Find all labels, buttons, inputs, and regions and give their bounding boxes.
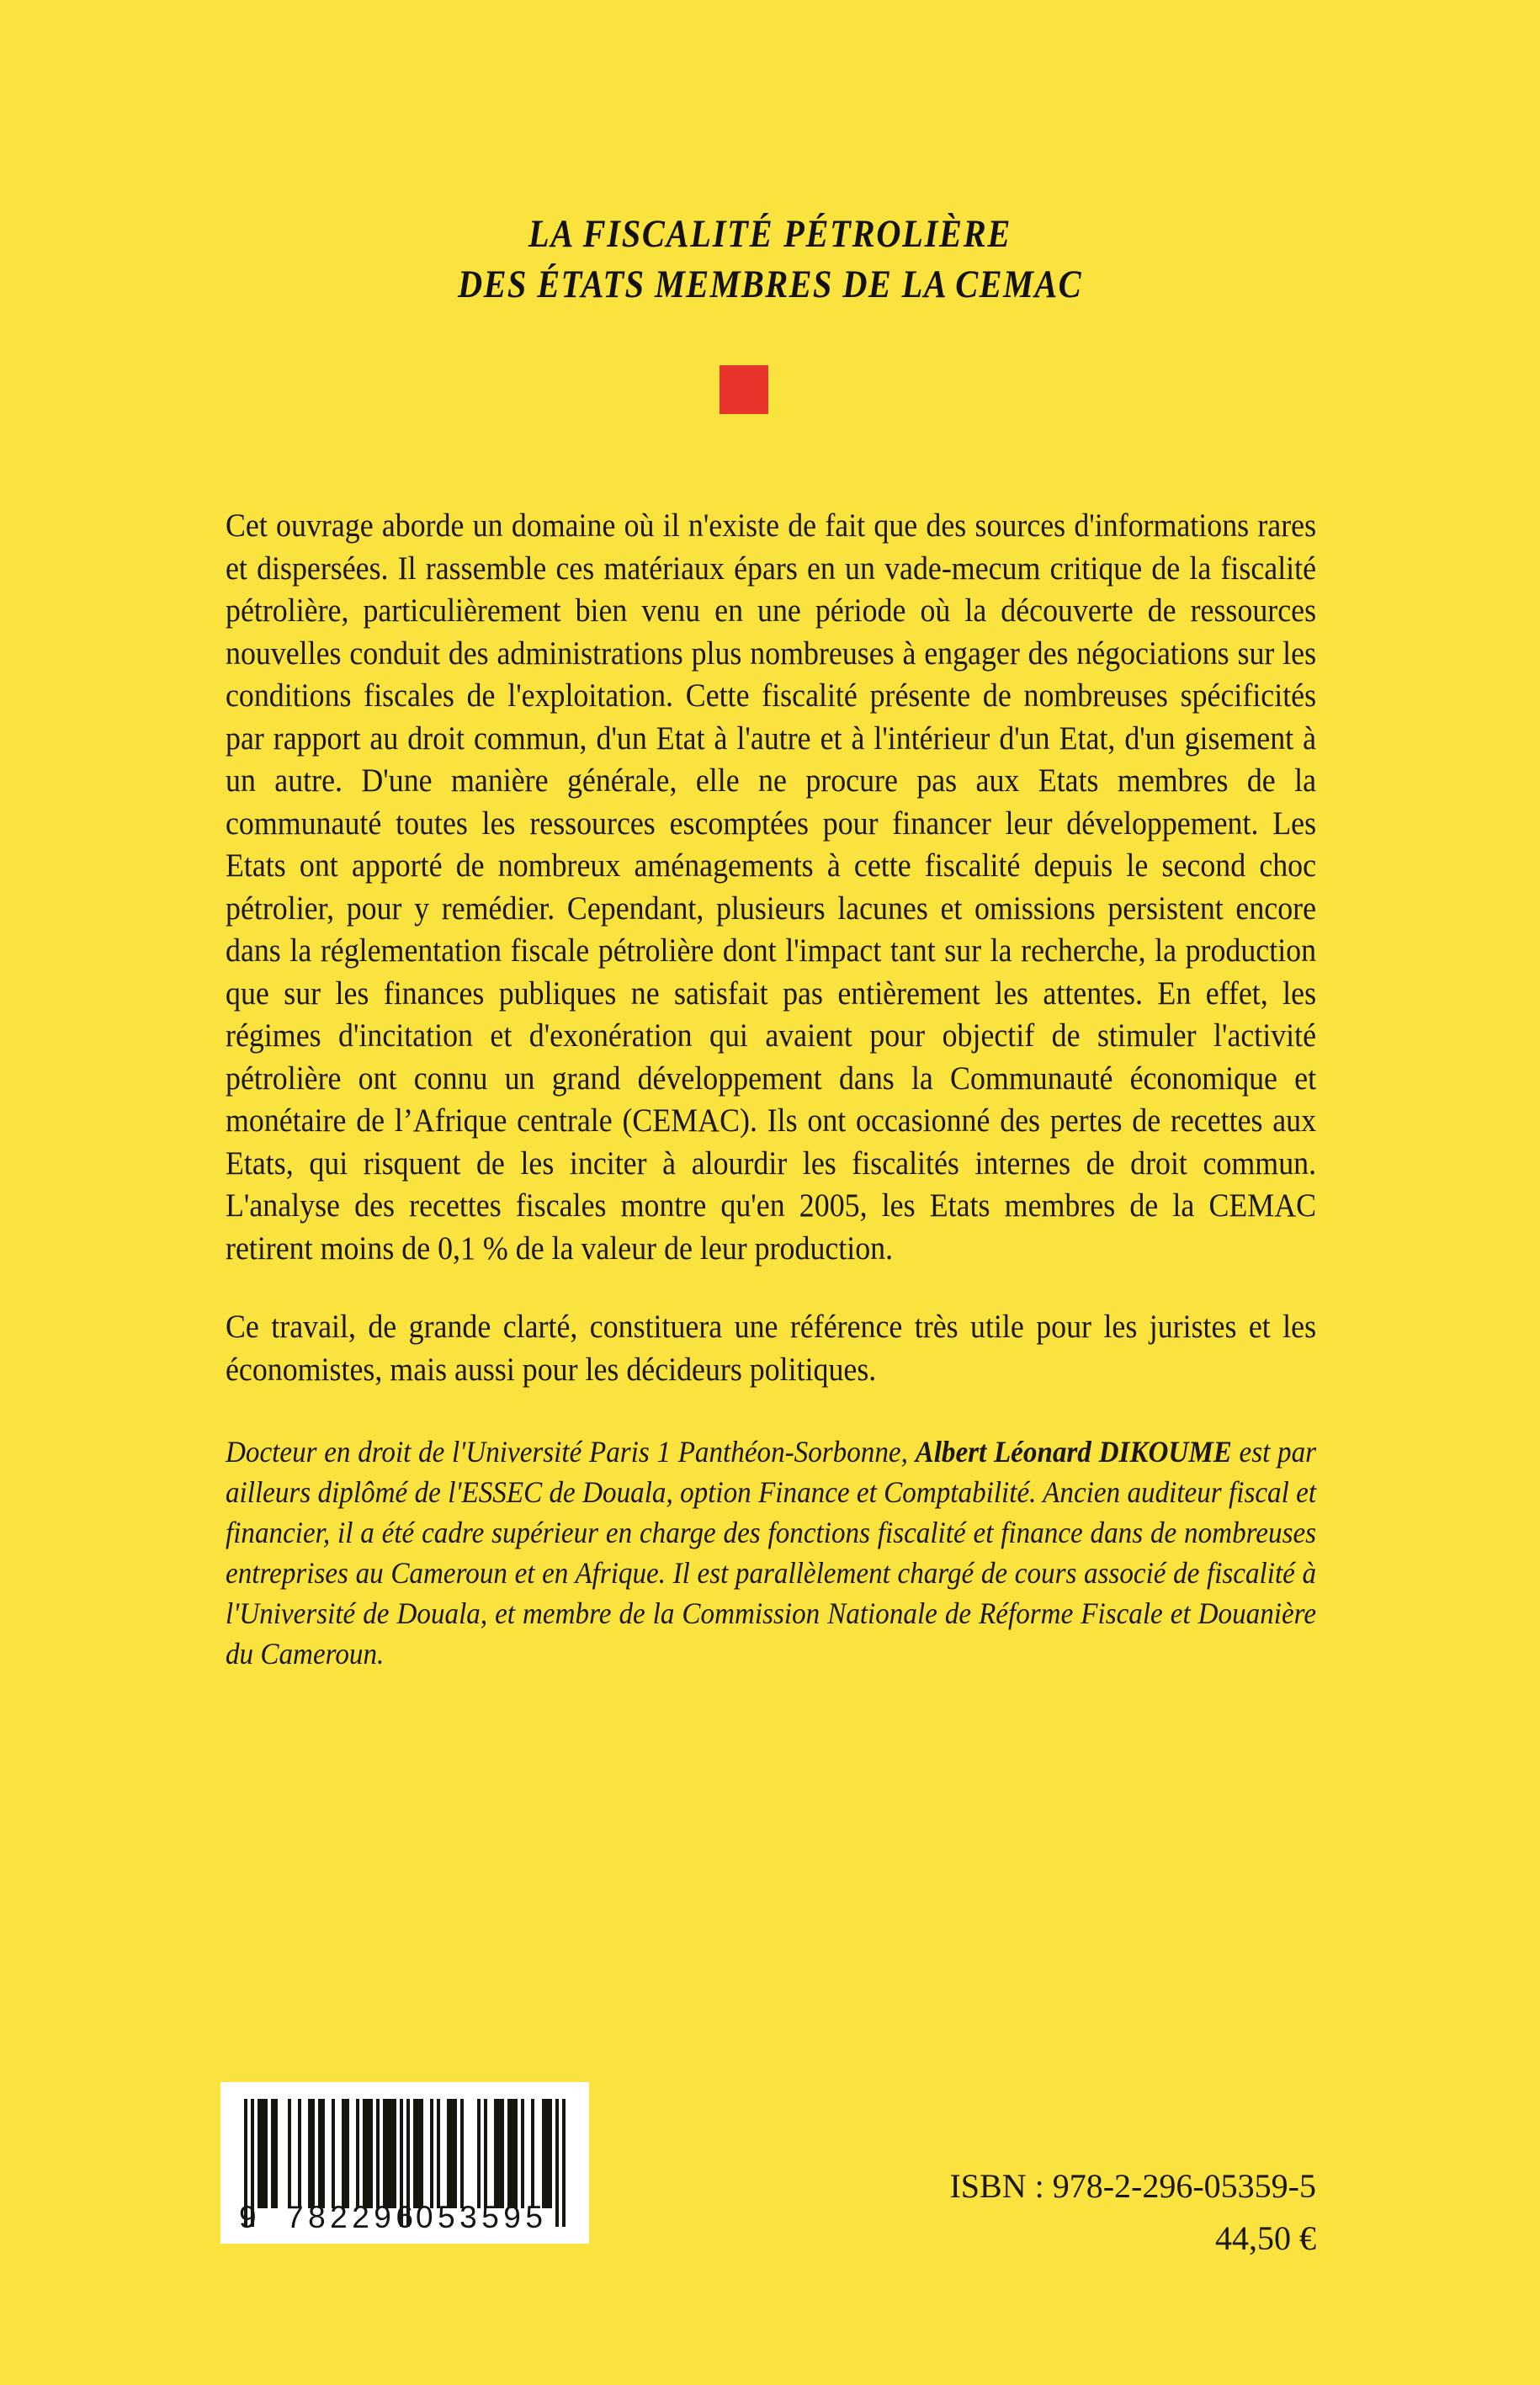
barcode-left-group: 782296 bbox=[286, 2200, 418, 2234]
isbn-text: ISBN : 978-2-296-05359-5 bbox=[949, 2167, 1316, 2205]
barcode-right-group: 053595 bbox=[416, 2200, 548, 2234]
barcode-bar bbox=[524, 2099, 531, 2208]
barcode-bar bbox=[278, 2099, 288, 2208]
barcode bbox=[220, 2082, 589, 2244]
barcode-bar bbox=[325, 2099, 332, 2208]
barcode-bar bbox=[440, 2099, 447, 2208]
barcode-bar bbox=[363, 2099, 373, 2208]
barcode-bar bbox=[318, 2099, 325, 2208]
barcode-bar bbox=[464, 2099, 477, 2208]
isbn-block bbox=[949, 2163, 1316, 2262]
barcode-digits bbox=[220, 2200, 589, 2237]
barcode-bar bbox=[494, 2099, 504, 2208]
barcode-bar bbox=[383, 2099, 396, 2208]
barcode-lead-digit: 9 bbox=[239, 2200, 258, 2234]
blurb-column bbox=[226, 505, 1316, 1674]
barcode-bar bbox=[487, 2099, 494, 2208]
author-name: Albert Léonard DIKOUME bbox=[915, 1435, 1232, 1469]
barcode-bar bbox=[413, 2099, 423, 2208]
barcode-bar bbox=[258, 2099, 268, 2208]
barcode-bar bbox=[423, 2099, 430, 2208]
book-title-line-2: DES ÉTATS MEMBRES DE LA CEMAC bbox=[458, 263, 1082, 306]
barcode-bar bbox=[291, 2099, 298, 2208]
price-text: 44,50 € bbox=[1215, 2219, 1316, 2257]
barcode-bars bbox=[244, 2099, 566, 2208]
barcode-bar bbox=[335, 2099, 342, 2208]
author-bio-part-2: est par ailleurs diplômé de l'ESSEC de Douala, option Finance et Comptabilité. Ancien auditeur fiscal et financier, il a été cadre supérieur en charge des fonctions fiscalité et finance dans de nombreuses entreprises au Cameroun et en Afrique. Il est parallèlement chargé de cours associé de fiscalité à l'Université de Douala, et membre de la Commission Nationale de Réforme Fiscale et Douanière du Cameroun. bbox=[226, 1435, 1317, 1671]
blurb-paragraph-1: Cet ouvrage aborde un domaine où il n'existe de fait que des sources d'informations rares et dispersées. Il rassemble ces matériaux épars en un vade-mecum critique de la fiscalité pétrolière, particulièrement bien venu en une période où la découverte de ressources nouvelles conduit des administrations plus nombreuses à engager des négociations sur les conditions fiscales de l'exploitation. Cette fiscalité présente de nombreuses spécificités par rapport au droit commun, d'un Etat à l'autre et à l'intérieur d'un Etat, d'un gisement à un autre. D'une manière générale, elle ne procure pas aux Etats membres de la communauté toutes les ressources escomptées pour financer leur développement. Les Etats ont apporté de nombreux aménagements à cette fiscalité depuis le second choc pétrolier, pour y remédier. Cependant, plusieurs lacunes et omissions persistent encore dans la réglementation fiscale pétrolière dont l'impact tant sur la recherche, la production que sur les finances publiques ne satisfait pas entièrement les attentes. En effet, les régimes d'incitation et d'exonération qui avaient pour objectif de stimuler l'activité pétrolière ont connu un grand développement dans la Communauté économique et monétaire de l’Afrique centrale (CEMAC). Ils ont occasionné des pertes de recettes aux Etats, qui risquent de les inciter à alourdir les fiscalités internes de droit commun. L'analyse des recettes fiscales montre qu'en 2005, les Etats membres de la CEMAC retirent moins de 0,1 % de la valeur de leur production. bbox=[226, 507, 1317, 1267]
red-square-ornament bbox=[720, 365, 768, 414]
barcode-bar bbox=[271, 2099, 278, 2208]
barcode-bar bbox=[507, 2099, 518, 2208]
book-title bbox=[0, 209, 1540, 310]
barcode-bar bbox=[542, 2099, 552, 2208]
author-bio-paragraph bbox=[226, 1432, 1316, 1674]
author-bio-part-1: Docteur en droit de l'Université Paris 1 Panthéon-Sorbonne, bbox=[226, 1435, 916, 1469]
book-title-line-1: LA FISCALITÉ PÉTROLIÈRE bbox=[528, 212, 1012, 256]
blurb-paragraph-2: Ce travail, de grande clarté, constituera une référence très utile pour les juristes et les économistes, mais aussi pour les décideurs politiques. bbox=[226, 1309, 1317, 1388]
barcode-bar bbox=[534, 2099, 541, 2208]
barcode-bar bbox=[342, 2099, 348, 2208]
barcode-bar bbox=[349, 2099, 356, 2208]
barcode-bar bbox=[447, 2099, 457, 2208]
barcode-bar bbox=[301, 2099, 308, 2208]
barcode-bar bbox=[308, 2099, 315, 2208]
